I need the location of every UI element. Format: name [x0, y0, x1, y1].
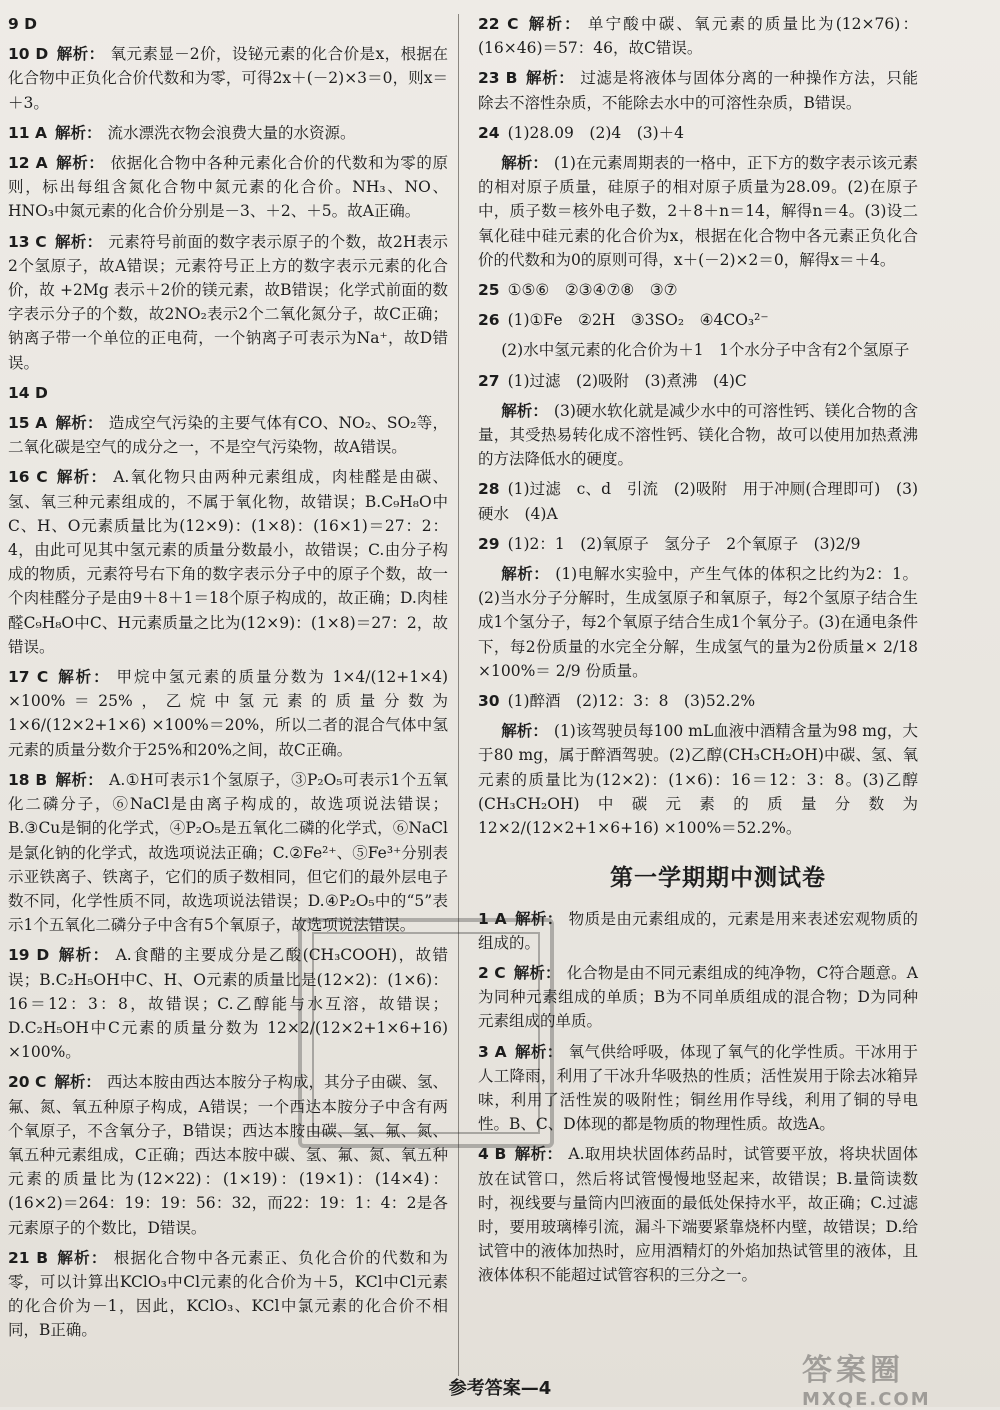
answer-text: A.①H可表示1个氢原子，③P₂O₅可表示1个五氧化二磷分子，⑥NaCl是由离子构成的，故选项说法错误；B.③Cu是铜的化学式，④P₂O₅是五氧化二磷的化学式，⑥NaCl是氯化钠的化学式，故选项说法正确；C.②Fe²⁺、⑤Fe³⁺分别表示亚铁离子、铁离子，它们的质子数相同，但它们的最外层电子数不同，化学性质不同，故选项说法错误；D.④P₂O₅中的“5”表示1个五氧化二磷分子中含有5个氧原子，故选项说法错误。 [8, 770, 448, 935]
answer-item [8, 411, 448, 459]
answer-text: (1)过滤 c、d 引流 (2)吸附 用于冲厕(合理即可) (3)硬水 (4)A [478, 480, 918, 523]
answer-text: 造成空气污染的主要气体有CO、NO₂、SO₂等，二氧化碳是空气的成分之一，不是空气污染物，故A错误。 [8, 414, 448, 457]
answer-number: 20 C [8, 1073, 47, 1092]
analysis-label: 解析： [526, 15, 582, 33]
answer-number: 27 [478, 371, 500, 390]
answer-number: 22 C [478, 15, 519, 33]
answer-number: 4 B [478, 1145, 507, 1164]
answer-item [478, 1142, 918, 1287]
analysis-label: 解析： [514, 909, 563, 928]
analysis-label: 解析： [55, 770, 104, 789]
answer-item [478, 278, 918, 302]
answer-text: (2)水中氢元素的化合价为＋1 1个水分子中含有2个氢原子 [501, 341, 910, 360]
answer-text: 流水漂洗衣物会浪费大量的水资源。 [107, 123, 356, 142]
answer-number: 15 A [8, 414, 48, 433]
left-column [8, 12, 448, 1349]
answer-item [8, 381, 448, 405]
answer-text: (1)在元素周期表的一格中，正下方的数字表示该元素的相对原子质量，硅原子的相对原子质量为28.09。(2)在原子中，质子数＝核外电子数，2＋8＋n＝14，解得n＝4。(3)设二氧化硅中硅元素的化合价为x，根据在化合物中各元素正负化合价的代数和为0的原则可得，x＋(－2)×2＝0，解得x＝＋4。 [478, 154, 918, 269]
answer-text: (1)电解水实验中，产生气体的体积之比约为2：1。(2)当水分子分解时，生成氢原子和氧原子，每2个氢原子结合生成1个氢分子，每2个氧原子结合生成1个氧分子。(3)在通电条件下，每2份质量的水完全分解，生成氢气的量为2份质量× 2/18 ×100%＝ 2/9 份质量。 [478, 565, 918, 680]
analysis-label: 解析： [513, 963, 561, 982]
answer-text: A.食醋的主要成分是乙酸(CH₃COOH)，故错误；B.C₂H₅OH中C、H、O元素的质量比是(12×2)：(1×6)：16＝12：3：8，故错误；C.乙醇能与水互溶，故错误；D.C₂H₅OH中C元素的质量分数为 12×2/(12×2+1×6+16) ×100%。 [8, 946, 448, 1062]
analysis-label: 解析： [56, 45, 105, 64]
answer-number: 9 D [8, 15, 38, 33]
answer-text: A.取用块状固体药品时，试管要平放，将块状固体放在试管口，然后将试管慢慢地竖起来，故错误；B.量筒读数时，视线要与量筒内凹液面的最低处保持水平，故正确；C.过滤时，要用玻璃棒引流，漏斗下端要紧靠烧杯内壁，故错误；D.给试管中的液体加热时，应用酒精灯的外焰加热试管里的液体，且液体体积不能超过试管容积的三分之一。 [478, 1145, 918, 1285]
answer-text: A.氧化物只由两种元素组成，肉桂醛是由碳、氢、氧三种元素组成的，不属于氧化物，故错误；B.C₉H₈O中C、H、O元素质量比为(12×9)：(1×8)：(16×1)＝27：2：4，由此可见其中氢元素的质量分数最小，故错误；C.由分子构成的物质，元素符号右下角的数字表示分子中的原子个数，故一个肉桂醛分子是由9＋8＋1＝18个原子构成的，故正确；D.肉桂醛C₉H₈O中C、H元素质量之比为(12×9)：(1×8)＝27：2，故错误。 [8, 468, 448, 656]
answer-text: (1)过滤 (2)吸附 (3)煮沸 (4)C [507, 371, 747, 390]
analysis-label: 解析： [525, 69, 575, 88]
answer-number: 11 A [8, 123, 47, 142]
answer-item [478, 532, 918, 556]
answer-number: 30 [478, 692, 500, 711]
answer-number: 1 A [478, 909, 507, 928]
answer-item [478, 338, 918, 362]
answer-item [8, 151, 448, 224]
analysis-label: 解析： [501, 154, 548, 173]
answer-text: (3)硬水软化就是减少水中的可溶性钙、镁化合物的含量，其受热易转化成不溶性钙、镁化合物，故可以使用加热煮沸的方法降低水的硬度。 [478, 401, 918, 469]
answer-number: 16 C [8, 468, 48, 487]
analysis-label: 解析： [54, 1073, 101, 1092]
answer-number: 3 A [478, 1042, 507, 1061]
analysis-label: 解析： [56, 668, 111, 687]
answer-item [478, 477, 918, 525]
answer-item [478, 151, 918, 272]
answer-item [478, 399, 918, 472]
section-title: 第一学期期中测试卷 [610, 865, 826, 892]
analysis-label: 解析： [514, 1042, 563, 1061]
answer-item [478, 369, 918, 393]
analysis-label: 解析： [501, 565, 550, 584]
answer-item [8, 12, 448, 36]
answer-text: 过滤是将液体与固体分离的一种操作方法，只能除去不溶性杂质，不能除去水中的可溶性杂质，B错误。 [478, 69, 918, 112]
analysis-label: 解析： [514, 1145, 563, 1164]
analysis-label: 解析： [54, 123, 102, 142]
answer-item [8, 121, 448, 145]
answer-item [8, 465, 448, 659]
answer-text: 化合物是由不同元素组成的纯净物，C符合题意。A为同种元素组成的单质；B为不同单质组成的混合物；D为同种元素组成的单质。 [478, 963, 918, 1031]
answer-number: 24 [478, 123, 500, 142]
analysis-label: 解析： [55, 414, 103, 433]
answer-number: 13 C [8, 232, 47, 251]
answer-number: 25 [478, 281, 500, 300]
answer-text: 西达本胺由西达本胺分子构成，其分子由碳、氢、氟、氮、氧五种原子构成，A错误；一个西达本胺分子中含有两个氧原子，不含氧分子，B错误；西达本胺由碳、氢、氟、氮、氧五种元素组成，C正确；西达本胺中碳、氢、氟、氮、氧五种元素的质量比为(12×22)：(1×19)：(19×1)：(14×4)：(16×2)＝264：19：19：56：32，而22：19：1：4：2是各元素原子的个数比，D错误。 [8, 1073, 448, 1237]
answer-number: 18 B [8, 770, 48, 789]
answer-number: 28 [478, 480, 500, 499]
analysis-label: 解析： [55, 468, 108, 487]
answer-text: 依据化合物中各种元素化合价的代数和为零的原则，标出每组含氮化合物中氮元素的化合价。NH₃、NO、HNO₃中氮元素的化合价分别是－3、＋2、＋5。故A正确。 [8, 154, 448, 221]
stamp-logo [298, 918, 554, 1148]
answer-number: 21 B [8, 1248, 49, 1267]
answer-text: 根据化合物中各元素正、负化合价的代数和为零，可以计算出KClO₃中Cl元素的化合价为＋5，KCl中Cl元素的化合价为－1，因此，KClO₃、KCl中氯元素的化合价不相同，B正确。 [8, 1248, 448, 1340]
answer-text: 物质是由元素组成的，元素是用来表述宏观物质的组成的。 [478, 909, 918, 952]
column-divider [458, 14, 459, 1376]
answer-item [8, 230, 448, 375]
analysis-label: 解析： [501, 401, 548, 420]
answer-text: 氧气供给呼吸，体现了氧气的化学性质。干冰用于人工降雨，利用了干冰升华吸热的性质；活性炭用于除去冰箱异味，利用了活性炭的吸附性；铜丝用作导线，利用了铜的导电性。B、C、D体现的都是物质的物理性质。故选A。 [478, 1042, 918, 1134]
answer-number: 19 D [8, 946, 50, 965]
right-answers [478, 12, 918, 840]
answer-text: ①⑤⑥ ②③④⑦⑧ ③⑦ [507, 281, 678, 300]
watermark-line2: MXQE.COM [802, 1389, 931, 1410]
answer-text: (1)该驾驶员每100 mL血液中酒精含量为98 mg，大于80 mg，属于醉酒驾驶。(2)乙醇(CH₃CH₂OH)中碳、氢、氧元素的质量比为(12×2)：(1×6)：16＝12：3：8。(3)乙醇(CH₃CH₂OH)中碳元素的质量分数为 12×2/(12×2+1×6+16) ×100%＝52.2%。 [478, 722, 918, 838]
answer-item [478, 308, 918, 332]
answer-item [478, 562, 918, 683]
answer-text: (1)2：1 (2)氧原子 氢分子 2个氧原子 (3)2/9 [507, 534, 861, 553]
watermark-line1: 答案圈 [802, 1353, 904, 1388]
answer-item [8, 42, 448, 115]
answer-text: 氧元素显－2价，设铋元素的化合价是x，根据在化合物中正负化合价代数和为零，可得2x＋(－2)×3＝0，则x＝＋3。 [8, 45, 448, 112]
answer-text: 单宁酸中碳、氧元素的质量比为(12×76)：(16×46)＝57：46，故C错误。 [478, 15, 918, 58]
answer-number: 10 D [8, 45, 49, 64]
answer-item [478, 689, 918, 713]
answer-number: 14 D [8, 383, 48, 402]
answer-item [478, 12, 918, 60]
analysis-label: 解析： [57, 946, 110, 965]
answer-text: (1)28.09 (2)4 (3)＋4 [507, 123, 685, 142]
answer-number: 12 A [8, 154, 48, 173]
analysis-label: 解析： [501, 722, 548, 741]
answer-item [478, 66, 918, 114]
page-footer: 参考答案—4 [448, 1378, 552, 1399]
answer-item [8, 768, 448, 937]
analysis-label: 解析： [56, 1248, 108, 1267]
answer-item [8, 1246, 448, 1343]
answer-text: (1)醉酒 (2)12：3：8 (3)52.2% [507, 692, 756, 711]
answer-number: 2 C [478, 963, 506, 982]
answer-number: 17 C [8, 668, 49, 687]
answer-text: 甲烷中氢元素的质量分数为 1×4/(12+1×4) ×100%＝25%，乙烷中氢元素的质量分数为 1×6/(12×2+1×6) ×100%＝20%，所以二者的混合气体中氢元素的质量分数介于25%和20%之间，故C正确。 [8, 668, 448, 759]
answer-number: 23 B [478, 69, 518, 88]
answer-number: 29 [478, 534, 500, 553]
analysis-label: 解析： [54, 232, 103, 251]
answer-text: 元素符号前面的数字表示原子的个数，故2H表示2个氢原子，故A错误；元素符号正上方的数字表示元素的化合价，故 +2Mg 表示＋2价的镁元素，故B错误；化学式前面的数字表示分子的个数，故2NO₂表示2个二氧化氮分子，故C正确；钠离子带一个单位的正电荷，一个钠离子可表示为Na⁺，故D错误。 [8, 232, 448, 372]
answer-item [478, 719, 918, 840]
answer-text: (1)①Fe ②2H ③3SO₂ ④4CO₃²⁻ [507, 311, 769, 330]
answer-number: 26 [478, 311, 500, 330]
answer-item [478, 121, 918, 145]
analysis-label: 解析： [55, 154, 105, 173]
answer-item [8, 665, 448, 762]
